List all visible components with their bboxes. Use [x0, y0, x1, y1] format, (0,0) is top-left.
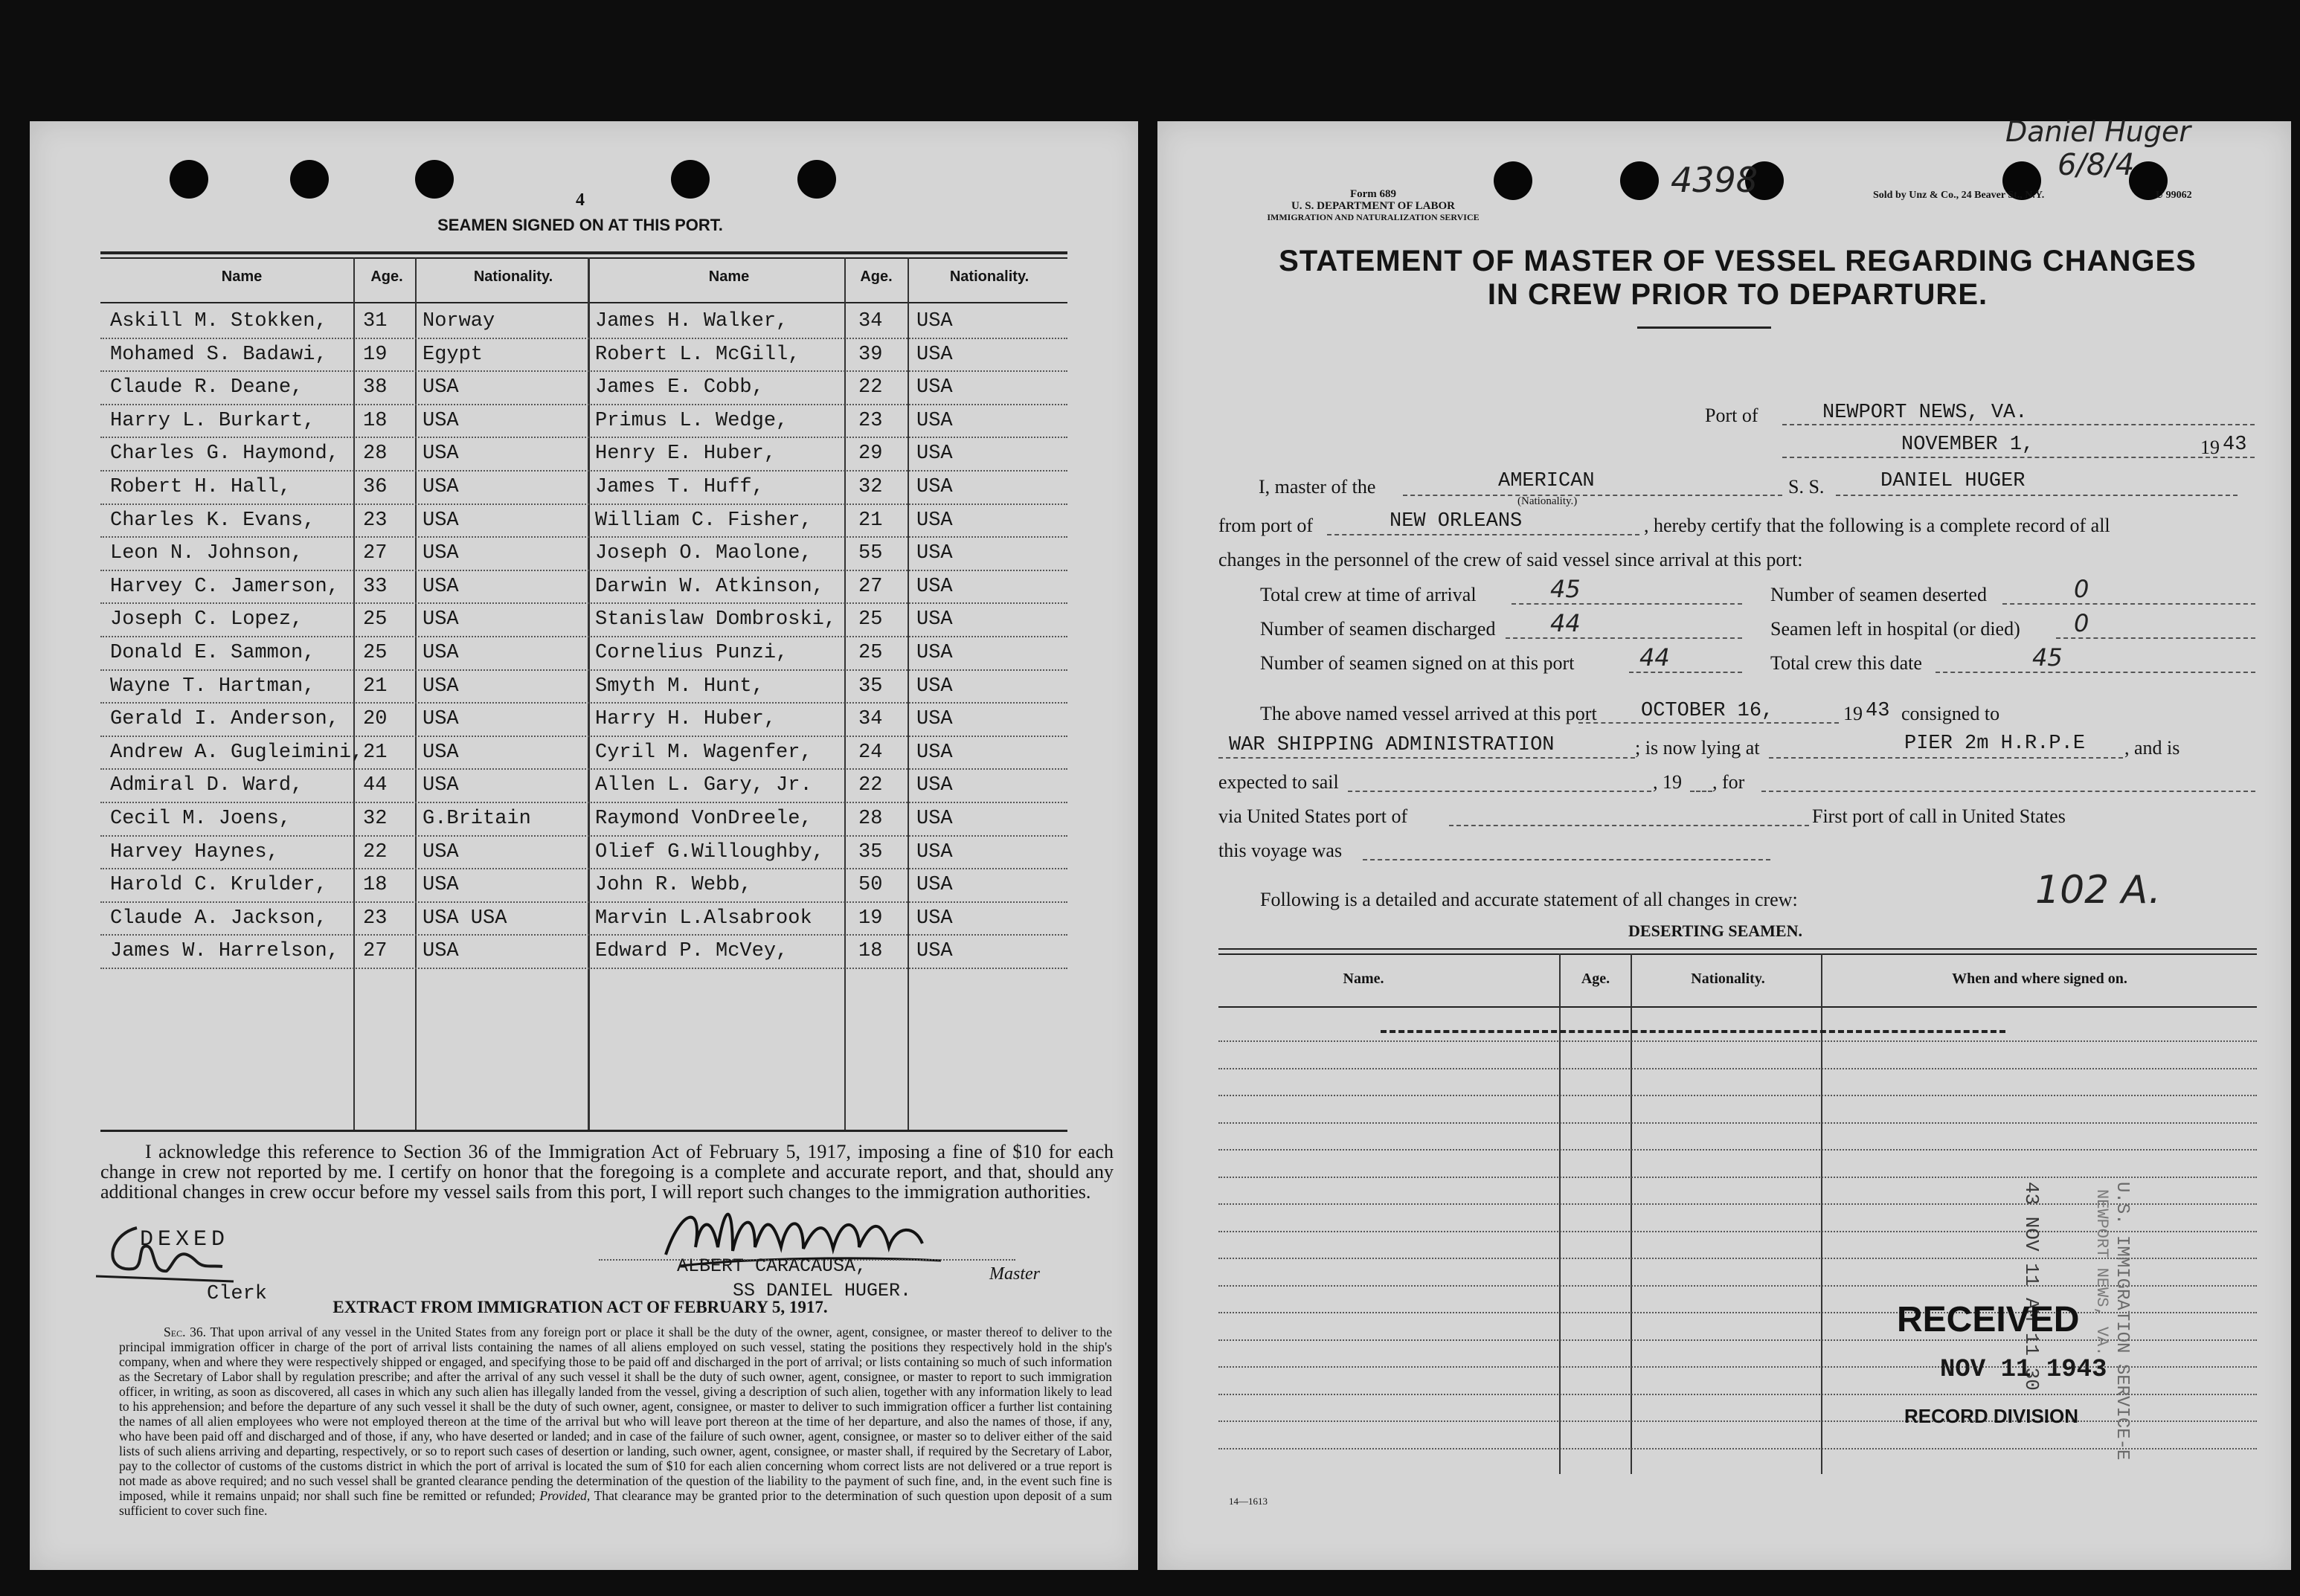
- row-rule: [100, 536, 1067, 538]
- seaman-age: 18: [363, 409, 388, 432]
- seaman-nationality: USA: [423, 741, 459, 764]
- seaman-nationality: USA: [423, 774, 459, 797]
- extract-text: [119, 1325, 1112, 1518]
- desert-col-name: Name.: [1343, 971, 1384, 987]
- seaman-nationality: USA: [423, 874, 459, 897]
- seaman-age: 55: [858, 542, 883, 565]
- col-divider: [415, 257, 417, 1130]
- table-top-rule: [100, 257, 1067, 259]
- port-label: Port of: [1705, 405, 1758, 426]
- received-stamp: RECEIVED: [1897, 1300, 2080, 1339]
- seaman-name: Robert H. Hall,: [110, 476, 292, 498]
- vertical-port-stamp: NEWPORT NEWS, VA.: [2092, 1189, 2111, 1357]
- seaman-nationality: USA: [916, 840, 953, 863]
- row-rule: [100, 470, 1067, 472]
- seaman-name: Charles G. Haymond,: [110, 443, 339, 466]
- arrived-year: 43: [1866, 700, 1890, 722]
- count-line: [2002, 603, 2255, 605]
- table-top-rule: [1218, 953, 2257, 955]
- blank-row-rule: [1218, 1394, 2257, 1395]
- seaman-nationality: USA: [916, 741, 953, 764]
- row-rule: [100, 503, 1067, 505]
- seaman-name: Joseph C. Lopez,: [110, 608, 303, 631]
- punch-hole: [797, 160, 836, 199]
- table-top-rule: [100, 251, 1067, 254]
- date-month-day: NOVEMBER 1,: [1901, 434, 2034, 456]
- arrived-year-prefix: 19: [1843, 703, 1863, 724]
- blank-row-rule: [1218, 1068, 2257, 1069]
- seaman-age: 27: [363, 542, 388, 565]
- seaman-name: Olief G.Willoughby,: [595, 840, 824, 863]
- seaman-nationality: USA: [916, 575, 953, 598]
- lying-at-value: PIER 2m H.R.P.E: [1904, 733, 2086, 755]
- seaman-age: 27: [363, 940, 388, 963]
- clerk-label: Clerk: [207, 1283, 268, 1305]
- seaman-age: 35: [858, 675, 883, 698]
- form-number: Form 689: [1349, 188, 1397, 200]
- seaman-name: Donald E. Sammon,: [110, 642, 315, 664]
- seaman-age: 21: [858, 509, 883, 532]
- seaman-nationality: USA: [423, 575, 459, 598]
- seaman-name: Harvey C. Jamerson,: [110, 575, 339, 598]
- seaman-age: 23: [363, 509, 388, 532]
- first-port-label: First port of call in United States: [1812, 805, 2066, 827]
- master-label: Master: [989, 1264, 1040, 1284]
- punch-hole: [170, 160, 208, 199]
- date-year-prefix: 19: [2200, 437, 2220, 458]
- col-header-name-2: Name: [708, 268, 750, 285]
- seaman-age: 21: [363, 741, 388, 764]
- seaman-nationality: USA: [423, 608, 459, 631]
- seaman-name: Stanislaw Dombroski,: [595, 608, 837, 631]
- expected-year: , 19: [1653, 771, 1682, 793]
- clerk-initials-signature: [92, 1213, 241, 1287]
- seaman-nationality: USA: [423, 476, 459, 498]
- voyage-label: this voyage was: [1218, 840, 1343, 861]
- handwritten-code: 102 A.: [2035, 868, 2161, 913]
- seaman-nationality: USA: [423, 840, 459, 863]
- seaman-age: 31: [363, 310, 388, 332]
- count-line: [1629, 672, 1742, 673]
- seaman-age: 50: [858, 874, 883, 897]
- row-rule: [100, 570, 1067, 571]
- via-line: [1449, 825, 1809, 826]
- seaman-nationality: USA: [423, 443, 459, 466]
- seaman-age: 36: [363, 476, 388, 498]
- seaman-name: Raymond VonDreele,: [595, 808, 812, 830]
- arrived-label: The above named vessel arrived at this port: [1260, 703, 1597, 724]
- seaman-age: 19: [363, 343, 388, 366]
- seaman-nationality: USA: [916, 409, 953, 432]
- strike-through-line: [1381, 1030, 2005, 1033]
- col-divider: [353, 257, 355, 1130]
- hospital-count: 0: [2074, 609, 2089, 637]
- certify-text: , hereby certify that the following is a complete record of all: [1644, 515, 2110, 536]
- seaman-age: 22: [363, 840, 388, 863]
- seaman-nationality: USA: [916, 642, 953, 664]
- seaman-age: 18: [858, 940, 883, 963]
- blank-row-rule: [1218, 1149, 2257, 1151]
- seaman-nationality: USA: [916, 310, 953, 332]
- expected-line: [1348, 791, 1651, 792]
- seaman-name: James W. Harrelson,: [110, 940, 339, 963]
- left-page: [30, 121, 1138, 1570]
- col-header-age: Age.: [370, 268, 403, 285]
- row-rule: [100, 968, 1067, 969]
- extract-title: EXTRACT FROM IMMIGRATION ACT OF FEBRUARY 5, 1917.: [333, 1298, 828, 1316]
- seaman-nationality: USA: [423, 376, 459, 399]
- seaman-name: Mohamed S. Badawi,: [110, 343, 327, 366]
- form-title-line2: IN CREW PRIOR TO DEPARTURE.: [1487, 278, 1988, 311]
- publisher-code: U 99062: [2156, 190, 2192, 201]
- seaman-name: Harold C. Krulder,: [110, 874, 327, 897]
- publisher: Sold by Unz & Co., 24 Beaver St., N.Y.: [1873, 190, 2045, 201]
- col-header-nationality: Nationality.: [473, 268, 553, 285]
- table-bottom-rule: [100, 1130, 1067, 1132]
- seaman-age: 19: [858, 907, 883, 930]
- table-top-rule: [1218, 948, 2257, 950]
- seaman-age: 21: [363, 675, 388, 698]
- punch-hole: [1620, 161, 1659, 200]
- from-port-value: NEW ORLEANS: [1390, 510, 1523, 532]
- seaman-name: Cecil M. Joens,: [110, 808, 292, 830]
- consigned-label: consigned to: [1901, 703, 2000, 724]
- seaman-name: William C. Fisher,: [595, 509, 812, 532]
- count-line: [1936, 672, 2255, 673]
- punch-hole: [415, 160, 454, 199]
- row-rule: [100, 901, 1067, 903]
- corner-handwriting-ship: Daniel Huger: [2005, 115, 2191, 148]
- from-port-label: from port of: [1218, 515, 1314, 536]
- seaman-age: 38: [363, 376, 388, 399]
- discharged-count: 44: [1550, 609, 1581, 637]
- seaman-age: 18: [363, 874, 388, 897]
- seaman-name: Wayne T. Hartman,: [110, 675, 315, 698]
- voyage-line: [1363, 859, 1770, 860]
- discharged-label: Number of seamen discharged: [1260, 618, 1496, 640]
- desert-col-age: Age.: [1581, 971, 1610, 987]
- extract-tail: That clearance may be granted prior to the determination of such question upon deposit of a sum sufficient to cover such fine.: [119, 1488, 1112, 1518]
- date-year: 43: [2223, 434, 2247, 456]
- form-code: 14—1613: [1229, 1496, 1268, 1507]
- seaman-age: 44: [363, 774, 388, 797]
- seaman-name: James T. Huff,: [595, 476, 764, 498]
- extract-lead: Sec. 36.: [164, 1325, 207, 1339]
- seaman-name: Primus L. Wedge,: [595, 409, 788, 432]
- count-line: [1512, 603, 1742, 605]
- blank-row-rule: [1218, 1122, 2257, 1124]
- row-rule: [100, 868, 1067, 869]
- date-line: [1782, 457, 2255, 458]
- seaman-age: 20: [363, 708, 388, 731]
- seaman-nationality: USA: [916, 476, 953, 498]
- seaman-name: Cyril M. Wagenfer,: [595, 741, 812, 764]
- for-label: , for: [1712, 771, 1745, 793]
- received-date-stamp: NOV 11 1943: [1940, 1356, 2107, 1384]
- blank-row-rule: [1218, 1448, 2257, 1449]
- blank-row-rule: [1218, 1095, 2257, 1096]
- seaman-name: Henry E. Huber,: [595, 443, 777, 466]
- extract-body: That upon arrival of any vessel in the United States from any foreign port or place it shall be the duty of the owner, agent, consignee, or master thereof to deliver to the principal immigration officer in charge of the port of arrival lists containing the names of all aliens employed on such vessel, stating the positions they respectively hold in the ship's company, when and where they were respectively shipped or engaged, and specifying those to be paid off and discharged in the port of arrival; or lists containing so much of such information as the Secretary of Labor shall by regulation prescribe; and after the arrival of any such vessel it shall be the duty of such owner, agent, consignee, or master to report to such immigration officer, in writing, as soon as discovered, all cases in which any such alien has illegally landed from the vessel, giving a description of such alien, together with any information likely to lead to his apprehension; and before the departure of any such vessel it shall be the duty of such owner, agent, consignee, or master to deliver to such immigration officer a further list containing the names of all alien employees who were not employed thereon at the time of the arrival but who will leave port thereon at the time of her departure, and also the names of those, if any, who have been paid off and discharged and of those, if any, who have deserted or landed; and in case of the failure of such owner, agent, consignee, or master so to deliver either of the said lists of such aliens arriving and departing, respectively, or so to report such cases of desertion or landing, such owner, agent, consignee, or master shall, if required by the Secretary of Labor, pay to the collector of customs of the customs district in which the port of arrival is located the sum of $10 for each alien concerning whom correct lists are not delivered or a true report is not made as above required; and no such vessel shall be granted clearance pending the determination of the question of the liability to the payment of such fine, and, in the event such fine is imposed, while it remains unpaid; nor shall such fine be remitted or refunded;: [119, 1325, 1112, 1503]
- consignee: WAR SHIPPING ADMINISTRATION: [1229, 734, 1555, 756]
- seaman-age: 23: [858, 409, 883, 432]
- seaman-age: 23: [363, 907, 388, 930]
- seaman-name: Marvin L.Alsabrook: [595, 907, 812, 930]
- seaman-age: 33: [363, 575, 388, 598]
- department: U. S. DEPARTMENT OF LABOR: [1291, 200, 1456, 212]
- seaman-name: Darwin W. Atkinson,: [595, 575, 824, 598]
- seaman-name: Charles K. Evans,: [110, 509, 315, 532]
- seaman-age: 29: [858, 443, 883, 466]
- col-divider: [588, 257, 590, 1130]
- seaman-name: Joseph O. Maolone,: [595, 542, 812, 565]
- indexed-stamp: DEXED: [140, 1227, 230, 1252]
- seaman-name: Claude R. Deane,: [110, 376, 303, 399]
- total-crew-date-label: Total crew this date: [1770, 652, 1922, 674]
- seaman-nationality: USA: [916, 443, 953, 466]
- punch-hole: [290, 160, 329, 199]
- lying-at-label: ; is now lying at: [1635, 737, 1760, 759]
- row-rule: [100, 636, 1067, 637]
- vertical-service-stamp: U.S. IMMIGRATION SERVICE-E: [2112, 1182, 2132, 1461]
- seaman-nationality: USA: [423, 409, 459, 432]
- seaman-nationality: USA: [916, 907, 953, 930]
- seaman-age: 32: [858, 476, 883, 498]
- seaman-name: Leon N. Johnson,: [110, 542, 303, 565]
- seaman-name: Cornelius Punzi,: [595, 642, 788, 664]
- right-page: [1157, 115, 2291, 1570]
- hospital-label: Seamen left in hospital (or died): [1770, 618, 2020, 640]
- expected-label: expected to sail: [1218, 771, 1339, 793]
- row-rule: [100, 934, 1067, 936]
- seaman-age: 27: [858, 575, 883, 598]
- seaman-age: 24: [858, 741, 883, 764]
- seaman-nationality: USA: [916, 675, 953, 698]
- ship-name-line: [1836, 495, 2238, 496]
- seaman-nationality: USA: [423, 675, 459, 698]
- form-title-line1: STATEMENT OF MASTER OF VESSEL REGARDING CHANGES: [1279, 245, 2197, 277]
- seaman-name: James H. Walker,: [595, 310, 788, 332]
- total-crew-arrival-label: Total crew at time of arrival: [1260, 584, 1477, 605]
- seaman-name: Claude A. Jackson,: [110, 907, 327, 930]
- seaman-age: 22: [858, 774, 883, 797]
- seaman-nationality: USA: [423, 940, 459, 963]
- signed-on-count: 44: [1639, 643, 1670, 672]
- service: IMMIGRATION AND NATURALIZATION SERVICE: [1267, 212, 1480, 222]
- record-division-stamp: RECORD DIVISION: [1904, 1405, 2079, 1427]
- port-value: NEWPORT NEWS, VA.: [1822, 402, 2028, 424]
- seaman-age: 25: [858, 608, 883, 631]
- seaman-nationality: USA: [423, 509, 459, 532]
- punch-hole: [671, 160, 710, 199]
- ship-name: DANIEL HUGER: [1880, 470, 2026, 492]
- consignee-line: [1218, 757, 1635, 759]
- row-rule: [100, 835, 1067, 837]
- total-crew-date: 45: [2032, 643, 2063, 672]
- seaman-name: Askill M. Stokken,: [110, 310, 327, 332]
- col-header-age-2: Age.: [860, 268, 893, 285]
- via-label: via United States port of: [1218, 805, 1408, 827]
- seaman-age: 32: [363, 808, 388, 830]
- ss-label: S. S.: [1788, 476, 1825, 498]
- title-underline: [1637, 326, 1771, 329]
- row-rule: [100, 602, 1067, 604]
- seaman-name: James E. Cobb,: [595, 376, 764, 399]
- arrived-line: [1578, 722, 1839, 724]
- seaman-name: Smyth M. Hunt,: [595, 675, 764, 698]
- seaman-nationality: USA: [916, 940, 953, 963]
- col-divider: [908, 257, 909, 1130]
- seaman-age: 34: [858, 310, 883, 332]
- and-is-text: , and is: [2124, 737, 2180, 759]
- seaman-nationality: USA: [916, 542, 953, 565]
- desert-col-nationality: Nationality.: [1691, 971, 1765, 987]
- seaman-name: Harvey Haynes,: [110, 840, 279, 863]
- seaman-nationality: USA: [916, 343, 953, 366]
- header-rule: [1218, 1006, 2257, 1008]
- signature-name: ALBERT CARACAUSA,: [677, 1255, 867, 1277]
- seaman-age: 34: [858, 708, 883, 731]
- seaman-age: 22: [858, 376, 883, 399]
- seaman-nationality: USA: [916, 774, 953, 797]
- row-rule: [100, 736, 1067, 737]
- master-of-the-label: I, master of the: [1259, 476, 1376, 498]
- extract-provided: Provided,: [539, 1488, 591, 1503]
- deserted-count: 0: [2074, 575, 2089, 603]
- blank-row-rule: [1218, 1040, 2257, 1042]
- acknowledgment-text: I acknowledge this reference to Section 36 of the Immigration Act of February 5, 1917, imposing a fine of $10 for each change in crew not reported by me. I certify on honor that the foregoing is a complete and accurate report, and that, should any additional changes in crew occur before my vessel sails from this port, I will report such changes to the immigration authorities.: [100, 1141, 1114, 1203]
- seaman-name: Edward P. McVey,: [595, 940, 788, 963]
- arrived-date: OCTOBER 16,: [1641, 700, 1774, 722]
- seaman-age: 35: [858, 840, 883, 863]
- seaman-nationality: USA: [423, 708, 459, 731]
- seaman-name: Allen L. Gary, Jr.: [595, 774, 812, 797]
- from-port-line: [1327, 534, 1639, 535]
- seaman-nationality: USA: [916, 509, 953, 532]
- row-rule: [100, 702, 1067, 704]
- header-rule: [100, 302, 1067, 303]
- seaman-nationality: USA: [916, 608, 953, 631]
- nationality-value: AMERICAN: [1498, 470, 1595, 492]
- seaman-name: Harry H. Huber,: [595, 708, 777, 731]
- for-line: [1761, 791, 2255, 792]
- desert-col-signed-on: When and where signed on.: [1952, 971, 2127, 987]
- deserted-label: Number of seamen deserted: [1770, 584, 1987, 605]
- seaman-age: 39: [858, 343, 883, 366]
- row-rule: [100, 802, 1067, 803]
- seaman-name: John R. Webb,: [595, 874, 752, 897]
- row-rule: [100, 338, 1067, 339]
- seaman-age: 25: [363, 608, 388, 631]
- seaman-age: 25: [363, 642, 388, 664]
- nationality-line: [1403, 495, 1782, 496]
- blank-row-rule: [1218, 1177, 2257, 1178]
- seaman-nationality: USA USA: [423, 907, 507, 930]
- seaman-nationality: USA: [423, 542, 459, 565]
- seaman-name: Robert L. McGill,: [595, 343, 800, 366]
- seaman-name: Harry L. Burkart,: [110, 409, 315, 432]
- expected-year-line: [1690, 791, 1712, 792]
- row-rule: [100, 437, 1067, 438]
- count-line: [1506, 637, 1742, 639]
- seaman-nationality: Norway: [423, 310, 495, 332]
- row-rule: [100, 370, 1067, 372]
- handwritten-number: 4398: [1671, 160, 1758, 200]
- vertical-date-stamp: 43 NOV 11 AM 11 30: [2020, 1182, 2043, 1391]
- blank-row-rule: [1218, 1420, 2257, 1422]
- changes-text: changes in the personnel of the crew of said vessel since arrival at this port:: [1218, 549, 1803, 570]
- seaman-age: 28: [363, 443, 388, 466]
- seaman-nationality: USA: [423, 642, 459, 664]
- nationality-caption: (Nationality.): [1517, 495, 1578, 507]
- seaman-nationality: USA: [916, 708, 953, 731]
- row-rule: [100, 669, 1067, 671]
- page-number: 4: [576, 190, 585, 210]
- port-line: [1782, 424, 2255, 425]
- total-crew-arrival: 45: [1550, 575, 1581, 603]
- following-text: Following is a detailed and accurate statement of all changes in crew:: [1260, 889, 1798, 910]
- seaman-nationality: USA: [916, 808, 953, 830]
- seaman-age: 28: [858, 808, 883, 830]
- corner-handwriting-date: 6/8/4: [2058, 148, 2135, 182]
- seaman-nationality: G.Britain: [423, 808, 531, 830]
- row-rule: [100, 768, 1067, 770]
- seaman-name: Andrew A. Gugleimini,: [110, 741, 364, 764]
- seaman-nationality: USA: [916, 874, 953, 897]
- lying-at-line: [1769, 757, 2123, 759]
- seaman-name: Admiral D. Ward,: [110, 774, 303, 797]
- seaman-nationality: USA: [916, 376, 953, 399]
- col-divider: [844, 257, 846, 1130]
- col-header-name: Name: [221, 268, 263, 285]
- section-title: SEAMEN SIGNED ON AT THIS PORT.: [437, 216, 723, 234]
- seaman-name: Gerald I. Anderson,: [110, 708, 339, 731]
- count-line: [2056, 637, 2255, 639]
- row-rule: [100, 404, 1067, 405]
- signed-on-label: Number of seamen signed on at this port: [1260, 652, 1575, 674]
- seaman-nationality: Egypt: [423, 343, 484, 366]
- seaman-age: 25: [858, 642, 883, 664]
- signature-ship: SS DANIEL HUGER.: [733, 1280, 912, 1301]
- col-header-nationality-2: Nationality.: [949, 268, 1029, 285]
- deserting-title: DESERTING SEAMEN.: [1628, 921, 1802, 940]
